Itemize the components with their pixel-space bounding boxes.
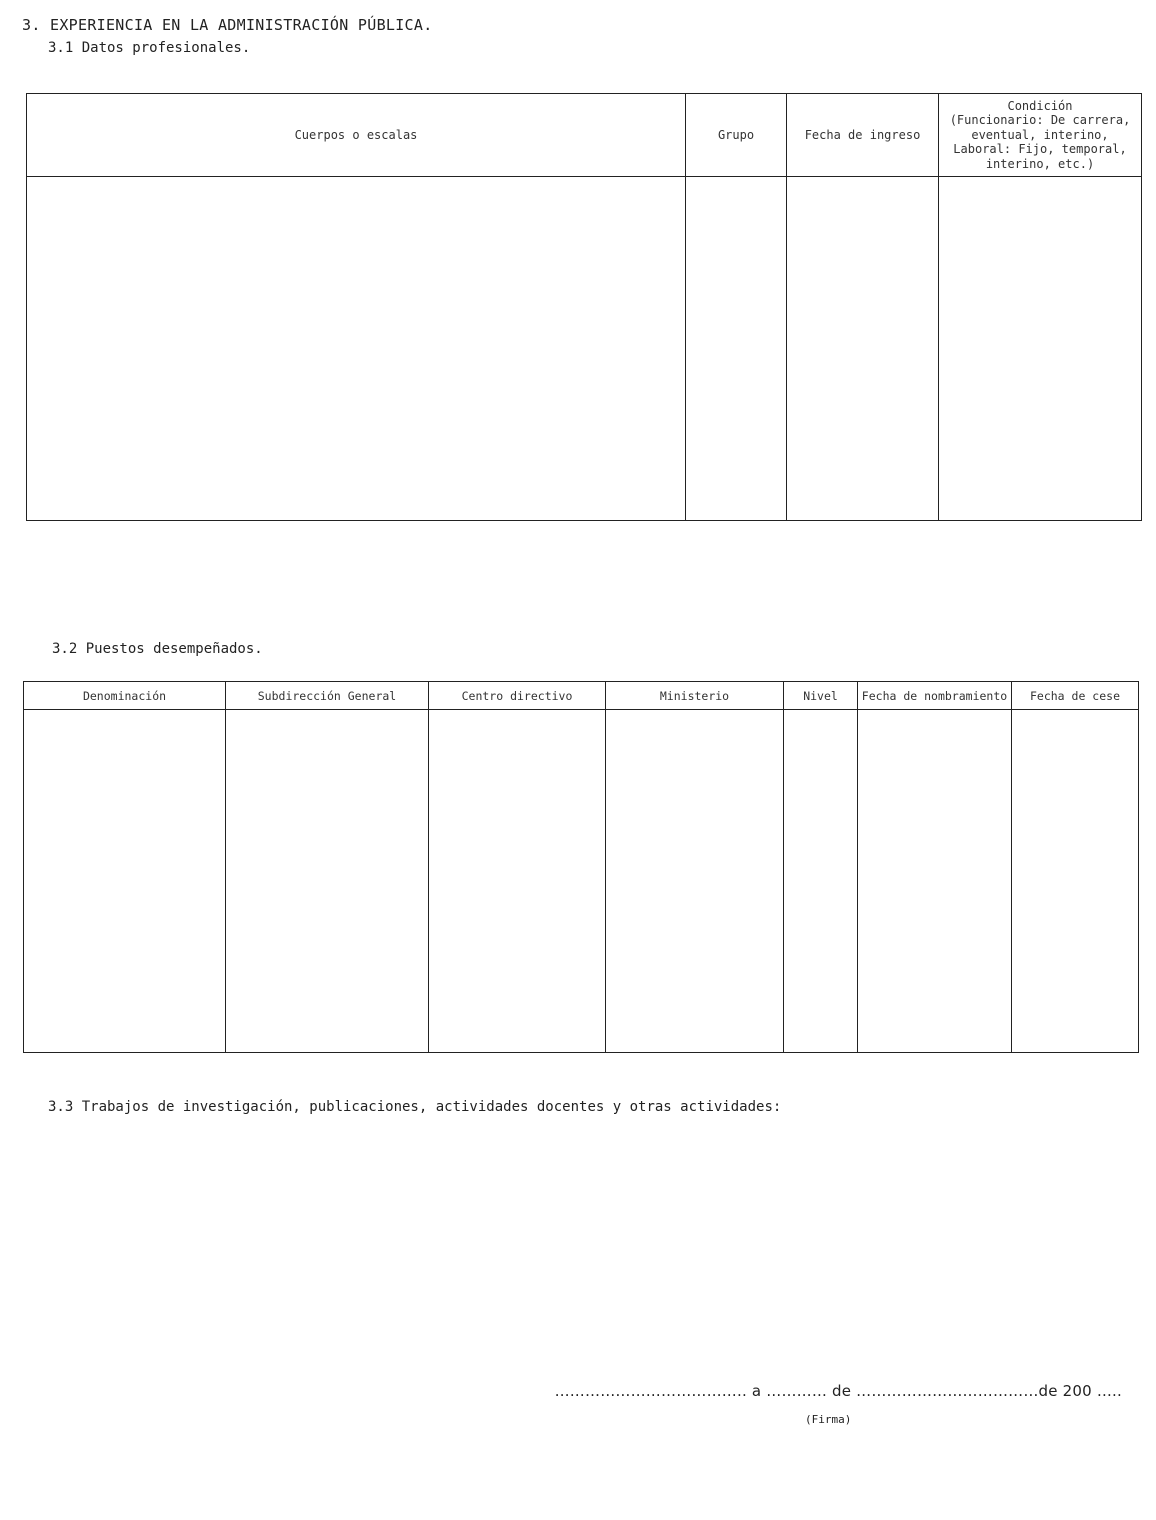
header-denominacion: Denominación: [24, 682, 226, 710]
header-cuerpos-o-escalas: Cuerpos o escalas: [27, 94, 686, 177]
header-fecha-de-nombramiento: Fecha de nombramiento: [858, 682, 1012, 710]
table-header-row: [27, 94, 1142, 177]
section-title: 3. EXPERIENCIA EN LA ADMINISTRACIÓN PÚBLICA.: [22, 16, 433, 34]
condicion-line: Condición: [1007, 98, 1073, 113]
condicion-line: (Funcionario: De carrera,: [949, 113, 1131, 128]
datos-profesionales-table: [26, 93, 1142, 521]
cell-cuerpos-o-escalas[interactable]: [27, 177, 686, 521]
header-condicion: [939, 94, 1142, 177]
cell-centro-directivo[interactable]: [429, 710, 606, 1053]
puestos-desempenados-table: [23, 681, 1139, 1053]
condicion-line: Laboral: Fijo, temporal,: [953, 142, 1127, 157]
cell-grupo[interactable]: [686, 177, 787, 521]
header-subdireccion-general: Subdirección General: [226, 682, 429, 710]
header-fecha-de-cese: Fecha de cese: [1012, 682, 1139, 710]
condicion-line: interino, etc.): [985, 156, 1095, 171]
subsection-trabajos-investigacion: 3.3 Trabajos de investigación, publicaciones, actividades docentes y otras actividades:: [48, 1099, 782, 1115]
header-grupo: Grupo: [686, 94, 787, 177]
table-header-row: [24, 682, 1139, 710]
header-ministerio: Ministerio: [606, 682, 784, 710]
cell-condicion[interactable]: [939, 177, 1142, 521]
cell-fecha-de-ingreso[interactable]: [787, 177, 939, 521]
firma-label: (Firma): [805, 1413, 852, 1426]
signature-date-line[interactable]: ……………………………….. a ………… de ………………………………de 200 …..: [554, 1382, 1122, 1400]
cell-ministerio[interactable]: [606, 710, 784, 1053]
cell-denominacion[interactable]: [24, 710, 226, 1053]
table-row: [24, 710, 1139, 1053]
subsection-puestos-desempenados: 3.2 Puestos desempeñados.: [52, 641, 263, 657]
header-fecha-de-ingreso: Fecha de ingreso: [787, 94, 939, 177]
table-row: [27, 177, 1142, 521]
cell-fecha-de-nombramiento[interactable]: [858, 710, 1012, 1053]
cell-fecha-de-cese[interactable]: [1012, 710, 1139, 1053]
cell-subdireccion-general[interactable]: [226, 710, 429, 1053]
header-centro-directivo: Centro directivo: [429, 682, 606, 710]
cell-nivel[interactable]: [784, 710, 858, 1053]
condicion-line: eventual, interino,: [971, 127, 1109, 142]
header-nivel: Nivel: [784, 682, 858, 710]
subsection-datos-profesionales: 3.1 Datos profesionales.: [48, 40, 251, 56]
